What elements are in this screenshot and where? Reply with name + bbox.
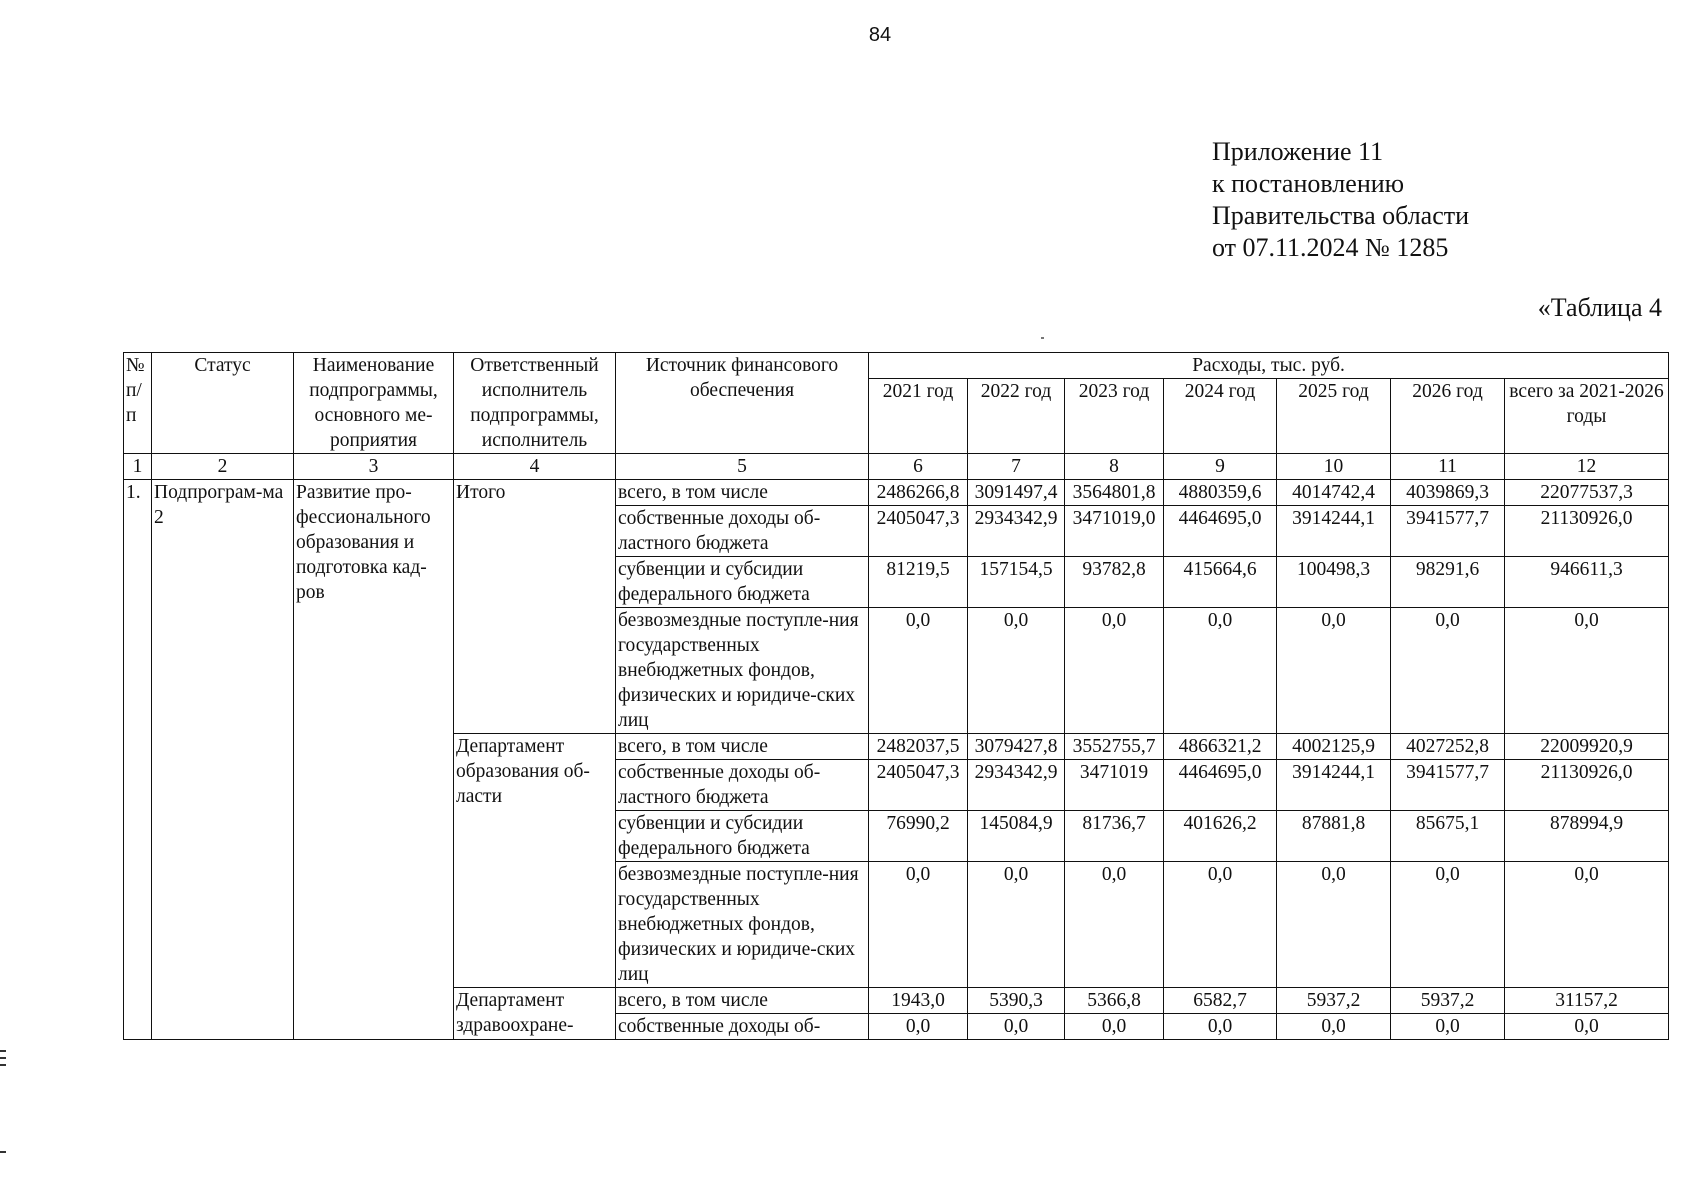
year-value-cell: 81219,5 bbox=[869, 557, 968, 608]
total-value-cell: 0,0 bbox=[1505, 608, 1669, 734]
year-value-cell: 3914244,1 bbox=[1277, 506, 1391, 557]
table-caption: «Таблица 4 bbox=[1537, 293, 1662, 322]
year-value-cell: 0,0 bbox=[1164, 862, 1277, 988]
column-number: 12 bbox=[1505, 454, 1669, 480]
year-value-cell: 3914244,1 bbox=[1277, 760, 1391, 811]
year-value-cell: 0,0 bbox=[1391, 608, 1505, 734]
total-value-cell: 22077537,3 bbox=[1505, 480, 1669, 506]
row-status: Подпрограм-ма 2 bbox=[152, 480, 294, 1040]
year-value-cell: 3471019,0 bbox=[1065, 506, 1164, 557]
column-number: 7 bbox=[968, 454, 1065, 480]
funding-source-cell: собственные доходы об-ластного бюджета bbox=[616, 506, 869, 557]
year-value-cell: 5390,3 bbox=[968, 988, 1065, 1014]
appendix-line: от 07.11.2024 № 1285 bbox=[1212, 233, 1449, 262]
header-year: 2022 год bbox=[968, 379, 1065, 454]
year-value-cell: 0,0 bbox=[968, 1014, 1065, 1040]
year-value-cell: 0,0 bbox=[1391, 1014, 1505, 1040]
year-value-cell: 415664,6 bbox=[1164, 557, 1277, 608]
year-value-cell: 3564801,8 bbox=[1065, 480, 1164, 506]
row-index: 1. bbox=[124, 480, 152, 1040]
header-num: № п/п bbox=[124, 353, 152, 454]
header-year: 2024 год bbox=[1164, 379, 1277, 454]
column-number: 10 bbox=[1277, 454, 1391, 480]
year-value-cell: 5937,2 bbox=[1391, 988, 1505, 1014]
header-year: 2021 год bbox=[869, 379, 968, 454]
funding-source-cell: всего, в том числе bbox=[616, 734, 869, 760]
column-number: 11 bbox=[1391, 454, 1505, 480]
header-name: Наименование подпрограммы, основного ме-роприятия bbox=[294, 353, 454, 454]
total-value-cell: 22009920,9 bbox=[1505, 734, 1669, 760]
row-subprogram-name: Развитие про-фессионального образования и подготовка кад-ров bbox=[294, 480, 454, 1040]
column-number: 3 bbox=[294, 454, 454, 480]
year-value-cell: 85675,1 bbox=[1391, 811, 1505, 862]
header-row bbox=[124, 353, 1669, 379]
year-value-cell: 0,0 bbox=[1065, 608, 1164, 734]
year-value-cell: 2405047,3 bbox=[869, 506, 968, 557]
year-value-cell: 1943,0 bbox=[869, 988, 968, 1014]
year-value-cell: 0,0 bbox=[1391, 862, 1505, 988]
funding-source-cell: субвенции и субсидии федерального бюджета bbox=[616, 811, 869, 862]
funding-source-cell: безвозмездные поступле-ния государственных внебюджетных фондов, физических и юридиче-ских лиц bbox=[616, 862, 869, 988]
year-value-cell: 3079427,8 bbox=[968, 734, 1065, 760]
funding-source-cell: безвозмездные поступле-ния государственных внебюджетных фондов, физических и юридиче-ских лиц bbox=[616, 608, 869, 734]
year-value-cell: 3552755,7 bbox=[1065, 734, 1164, 760]
funding-source-cell: собственные доходы об- bbox=[616, 1014, 869, 1040]
page-number: 84 bbox=[868, 24, 892, 46]
year-value-cell: 0,0 bbox=[1065, 1014, 1164, 1040]
header-year: 2025 год bbox=[1277, 379, 1391, 454]
year-value-cell: 0,0 bbox=[1164, 1014, 1277, 1040]
year-value-cell: 3941577,7 bbox=[1391, 760, 1505, 811]
year-value-cell: 4464695,0 bbox=[1164, 760, 1277, 811]
year-value-cell: 0,0 bbox=[1277, 608, 1391, 734]
column-number: 6 bbox=[869, 454, 968, 480]
header-status: Статус bbox=[152, 353, 294, 454]
column-number: 1 bbox=[124, 454, 152, 480]
year-value-cell: 81736,7 bbox=[1065, 811, 1164, 862]
year-value-cell: 87881,8 bbox=[1277, 811, 1391, 862]
total-value-cell: 946611,3 bbox=[1505, 557, 1669, 608]
funding-source-cell: собственные доходы об-ластного бюджета bbox=[616, 760, 869, 811]
total-value-cell: 21130926,0 bbox=[1505, 760, 1669, 811]
year-value-cell: 145084,9 bbox=[968, 811, 1065, 862]
total-value-cell: 878994,9 bbox=[1505, 811, 1669, 862]
appendix-line: к постановлению bbox=[1212, 169, 1405, 198]
total-value-cell: 21130926,0 bbox=[1505, 506, 1669, 557]
data-row bbox=[124, 480, 1669, 506]
year-value-cell: 98291,6 bbox=[1391, 557, 1505, 608]
appendix-line: Правительства области bbox=[1212, 201, 1470, 230]
header-year-total: всего за 2021-2026 годы bbox=[1505, 379, 1669, 454]
year-value-cell: 0,0 bbox=[1277, 862, 1391, 988]
year-value-cell: 100498,3 bbox=[1277, 557, 1391, 608]
scan-margin-marks bbox=[0, 1050, 8, 1158]
year-value-cell: 3091497,4 bbox=[968, 480, 1065, 506]
total-value-cell: 31157,2 bbox=[1505, 988, 1669, 1014]
column-number: 9 bbox=[1164, 454, 1277, 480]
year-value-cell: 2405047,3 bbox=[869, 760, 968, 811]
year-value-cell: 0,0 bbox=[968, 862, 1065, 988]
year-value-cell: 0,0 bbox=[1065, 862, 1164, 988]
total-value-cell: 0,0 bbox=[1505, 862, 1669, 988]
column-number: 8 bbox=[1065, 454, 1164, 480]
header-executor: Ответственный исполнитель подпрограммы, исполнитель bbox=[454, 353, 616, 454]
year-value-cell: 0,0 bbox=[1164, 608, 1277, 734]
year-value-cell: 3471019 bbox=[1065, 760, 1164, 811]
year-value-cell: 0,0 bbox=[869, 862, 968, 988]
funding-source-cell: субвенции и субсидии федерального бюджета bbox=[616, 557, 869, 608]
year-value-cell: 4039869,3 bbox=[1391, 480, 1505, 506]
header-year: 2023 год bbox=[1065, 379, 1164, 454]
year-value-cell: 0,0 bbox=[869, 608, 968, 734]
column-number-row bbox=[124, 454, 1669, 480]
year-value-cell: 6582,7 bbox=[1164, 988, 1277, 1014]
budget-table bbox=[123, 352, 1669, 1040]
year-value-cell: 4014742,4 bbox=[1277, 480, 1391, 506]
executor-cell: Департамент здравоохране- bbox=[454, 988, 616, 1040]
year-value-cell: 4880359,6 bbox=[1164, 480, 1277, 506]
year-value-cell: 0,0 bbox=[1277, 1014, 1391, 1040]
funding-source-cell: всего, в том числе bbox=[616, 480, 869, 506]
year-value-cell: 4464695,0 bbox=[1164, 506, 1277, 557]
year-value-cell: 3941577,7 bbox=[1391, 506, 1505, 557]
year-value-cell: 93782,8 bbox=[1065, 557, 1164, 608]
year-value-cell: 5366,8 bbox=[1065, 988, 1164, 1014]
year-value-cell: 157154,5 bbox=[968, 557, 1065, 608]
executor-cell: Итого bbox=[454, 480, 616, 734]
year-value-cell: 4866321,2 bbox=[1164, 734, 1277, 760]
year-value-cell: 2486266,8 bbox=[869, 480, 968, 506]
year-value-cell: 4002125,9 bbox=[1277, 734, 1391, 760]
year-value-cell: 2934342,9 bbox=[968, 506, 1065, 557]
appendix-block bbox=[1212, 136, 1469, 264]
year-value-cell: 4027252,8 bbox=[1391, 734, 1505, 760]
scan-dot bbox=[1041, 337, 1044, 339]
year-value-cell: 5937,2 bbox=[1277, 988, 1391, 1014]
column-number: 2 bbox=[152, 454, 294, 480]
year-value-cell: 0,0 bbox=[968, 608, 1065, 734]
executor-cell: Департамент образования об-ласти bbox=[454, 734, 616, 988]
year-value-cell: 0,0 bbox=[869, 1014, 968, 1040]
funding-source-cell: всего, в том числе bbox=[616, 988, 869, 1014]
header-source: Источник финансового обеспечения bbox=[616, 353, 869, 454]
year-value-cell: 2482037,5 bbox=[869, 734, 968, 760]
year-value-cell: 76990,2 bbox=[869, 811, 968, 862]
year-value-cell: 2934342,9 bbox=[968, 760, 1065, 811]
total-value-cell: 0,0 bbox=[1505, 1014, 1669, 1040]
appendix-line: Приложение 11 bbox=[1212, 137, 1384, 166]
column-number: 5 bbox=[616, 454, 869, 480]
year-value-cell: 401626,2 bbox=[1164, 811, 1277, 862]
header-expenses: Расходы, тыс. руб. bbox=[869, 353, 1669, 379]
column-number: 4 bbox=[454, 454, 616, 480]
header-year: 2026 год bbox=[1391, 379, 1505, 454]
